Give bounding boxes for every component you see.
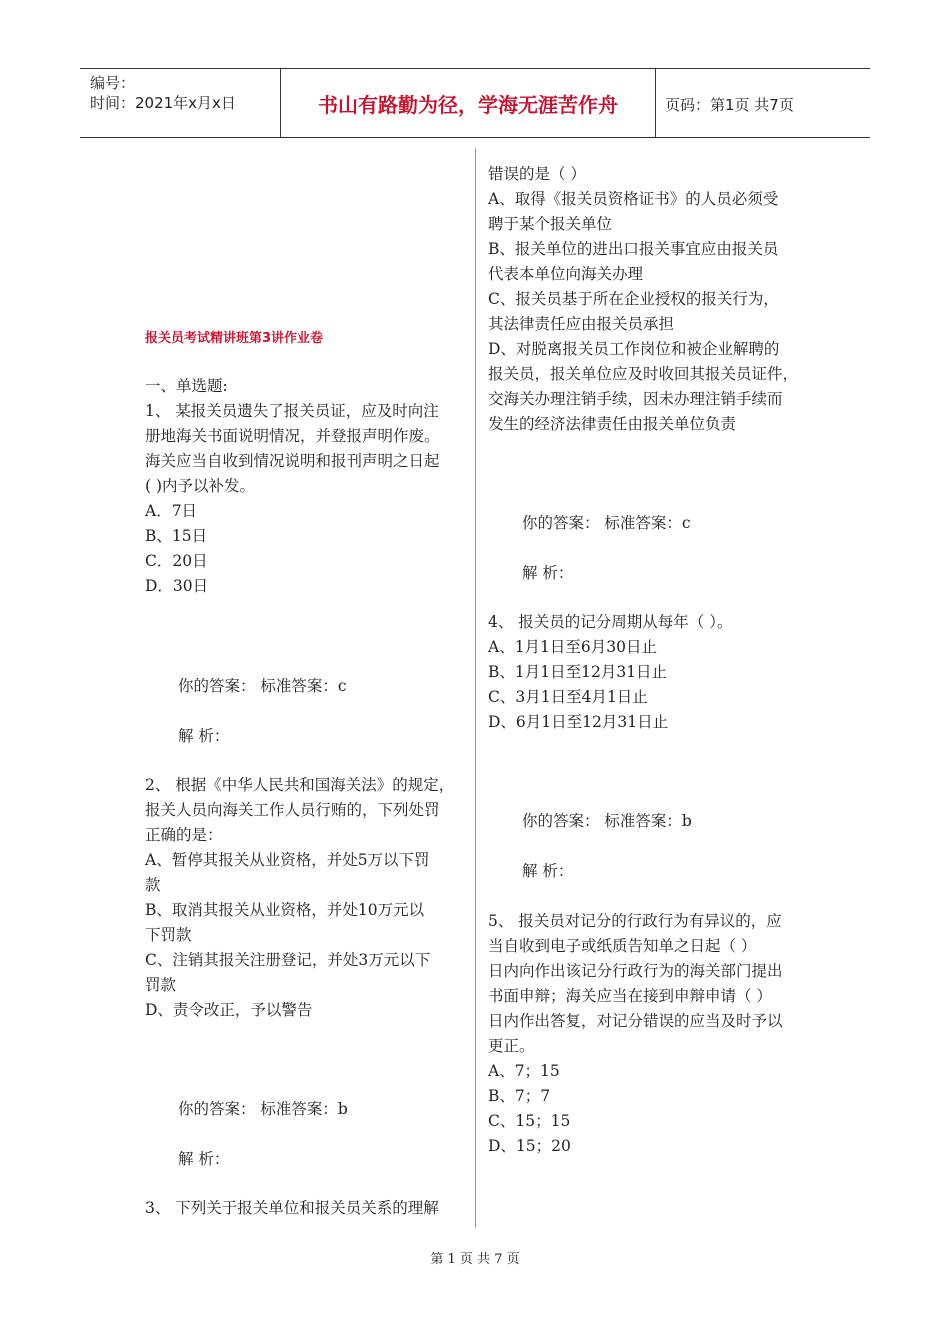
answer-line: 你的答案： 标准答案：c bbox=[178, 677, 347, 695]
question-line: 册地海关书面说明情况，并登报声明作废。 bbox=[145, 427, 440, 445]
option-line: A、暂停其报关从业资格，并处5万以下罚 bbox=[145, 851, 430, 869]
option-line: 其法律责任应由报关员承担 bbox=[488, 315, 675, 333]
page-header bbox=[80, 68, 870, 138]
question-line: 书面申辩；海关应当在接到申辩申请（ ） bbox=[488, 987, 772, 1005]
question-line: 5、 报关员对记分的行政行为有异议的，应 bbox=[488, 912, 782, 930]
option-line: C、15；15 bbox=[488, 1112, 571, 1130]
question-line: 报关人员向海关工作人员行贿的，下列处罚 bbox=[145, 801, 440, 819]
header-page-info: 页码：第1页 共7页 bbox=[665, 96, 794, 114]
question-line: 1、 某报关员遗失了报关员证，应及时向注 bbox=[145, 402, 439, 420]
analysis-line: 解 析： bbox=[522, 564, 574, 582]
option-line: D．30日 bbox=[145, 577, 209, 595]
header-divider bbox=[655, 69, 656, 137]
option-line: D、责令改正，予以警告 bbox=[145, 1001, 313, 1019]
option-line: 交海关办理注销手续，因未办理注销手续而 bbox=[488, 390, 783, 408]
question-line: ( )内予以补发。 bbox=[145, 477, 256, 495]
option-line: C、注销其报关注册登记，并处3万元以下 bbox=[145, 951, 431, 969]
question-line: 日内作出答复，对记分错误的应当及时予以 bbox=[488, 1012, 783, 1030]
number-label: 编号： bbox=[90, 74, 136, 92]
option-line: D、对脱离报关员工作岗位和被企业解聘的 bbox=[488, 340, 780, 358]
question-line: 2、 根据《中华人民共和国海关法》的规定， bbox=[145, 776, 455, 794]
option-line: 报关员，报关单位应及时收回其报关员证件， bbox=[488, 365, 799, 383]
doc-title: 报关员考试精讲班第3讲作业卷 bbox=[145, 331, 324, 346]
option-line: C、报关员基于所在企业授权的报关行为， bbox=[488, 290, 779, 308]
option-line: C、3月1日至4月1日止 bbox=[488, 688, 648, 706]
option-line: B、取消其报关从业资格，并处10万元以 bbox=[145, 901, 425, 919]
section-heading: 一、单选题: bbox=[145, 377, 228, 395]
question-line: 4、 报关员的记分周期从每年（ ）。 bbox=[488, 613, 733, 631]
analysis-line: 解 析： bbox=[178, 727, 230, 745]
question-line: 3、 下列关于报关单位和报关员关系的理解 bbox=[145, 1199, 439, 1217]
question-line: 日内向作出该记分行政行为的海关部门提出 bbox=[488, 962, 783, 980]
option-line: 罚款 bbox=[145, 976, 177, 994]
answer-line: 你的答案： 标准答案：b bbox=[522, 812, 692, 830]
answer-line: 你的答案： 标准答案：c bbox=[522, 514, 691, 532]
question-line: 错误的是（ ） bbox=[488, 165, 586, 183]
option-line: 代表本单位向海关办理 bbox=[488, 265, 644, 283]
question-line: 当自收到电子或纸质告知单之日起（ ） bbox=[488, 937, 757, 955]
option-line: 聘于某个报关单位 bbox=[488, 215, 613, 233]
option-line: B、15日 bbox=[145, 527, 208, 545]
option-line: B、报关单位的进出口报关事宜应由报关员 bbox=[488, 240, 779, 258]
option-line: 发生的经济法律责任由报关单位负责 bbox=[488, 415, 737, 433]
option-line: D、15；20 bbox=[488, 1137, 571, 1155]
page-footer: 第 1 页 共 7 页 bbox=[430, 1252, 520, 1267]
option-line: B、7；7 bbox=[488, 1087, 551, 1105]
question-line: 正确的是： bbox=[145, 826, 223, 844]
answer-line: 你的答案： 标准答案：b bbox=[178, 1100, 348, 1118]
analysis-line: 解 析： bbox=[178, 1150, 230, 1168]
option-line: A．7日 bbox=[145, 502, 198, 520]
question-line: 更正。 bbox=[488, 1037, 535, 1055]
option-line: B、1月1日至12月31日止 bbox=[488, 663, 668, 681]
option-line: D、6月1日至12月31日止 bbox=[488, 713, 669, 731]
question-line: 海关应当自收到情况说明和报刊声明之日起 bbox=[145, 452, 440, 470]
header-meta bbox=[90, 73, 236, 113]
option-line: C．20日 bbox=[145, 552, 208, 570]
header-divider bbox=[280, 69, 281, 137]
option-line: A、取得《报关员资格证书》的人员必须受 bbox=[488, 190, 779, 208]
option-line: 款 bbox=[145, 876, 161, 894]
option-line: A、1月1日至6月30日止 bbox=[488, 638, 658, 656]
header-motto: 书山有路勤为径，学海无涯苦作舟 bbox=[318, 92, 618, 117]
analysis-line: 解 析： bbox=[522, 862, 574, 880]
option-line: A、7；15 bbox=[488, 1062, 560, 1080]
column-divider bbox=[475, 148, 476, 1228]
option-line: 下罚款 bbox=[145, 926, 192, 944]
time-label: 时间：2021年x月x日 bbox=[90, 94, 236, 112]
